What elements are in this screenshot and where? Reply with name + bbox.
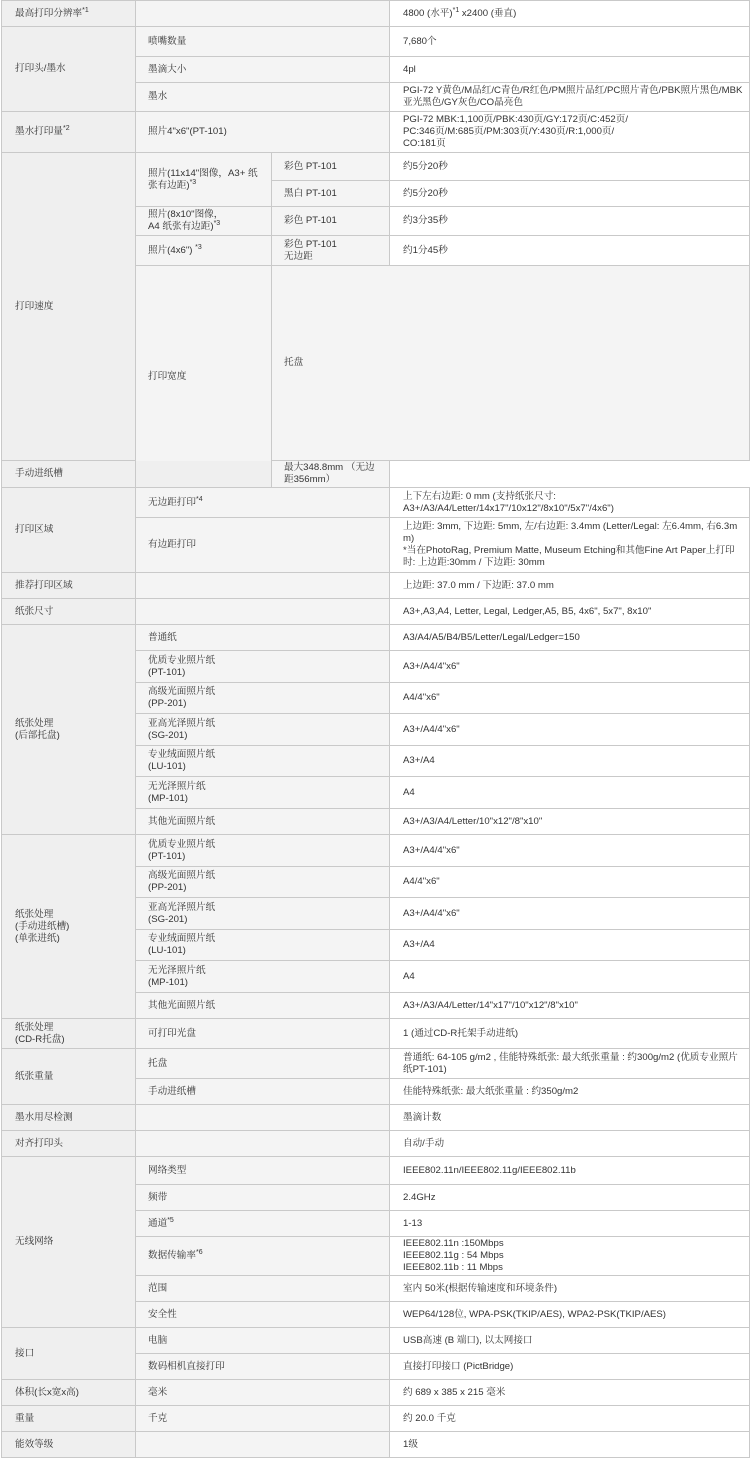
table-row: [2, 599, 750, 625]
spec-category-cell: 墨水打印量$^{*2}$: [2, 112, 136, 153]
footnote-mark: *6: [195, 1248, 203, 1256]
spec-detail-cell: 彩色 PT-101: [272, 207, 390, 236]
spec-subcategory-cell: [136, 1131, 390, 1157]
table-row: [2, 488, 750, 518]
spec-value-cell: 上下左右边距: 0 mm (支持纸张尺寸: A3+/A3/A4/Letter/14x17"/10x12"/8x10"/5x7"/4x6"): [390, 488, 750, 518]
spec-category-cell: 接口: [2, 1328, 136, 1380]
spec-subcategory-cell: 千克: [136, 1406, 390, 1432]
table-row: [2, 1019, 750, 1049]
spec-subcategory-cell: 托盘: [136, 1049, 390, 1079]
spec-value-cell: A3/A4/A5/B4/B5/Letter/Legal/Ledger=150: [390, 625, 750, 651]
spec-subcategory-cell: 墨水: [136, 83, 390, 112]
spec-category-cell: 能效等级: [2, 1432, 136, 1458]
spec-subcategory-cell: 安全性: [136, 1302, 390, 1328]
spec-category-cell: 纸张处理 (手动进纸槽) (单张进纸): [2, 835, 136, 1019]
spec-subcategory-cell: 高级光面照片纸 (PP-201): [136, 683, 390, 714]
footnote-mark: *4: [195, 495, 203, 503]
spec-category-cell: 打印速度: [2, 153, 136, 461]
spec-value-cell: 上边距: 3mm, 下边距: 5mm, 左/右边距: 3.4mm (Letter/Legal: 左6.4mm, 右6.3mm) *当在PhotoRag, Premium Matte, Museum Etching和其他Fine Art Paper上打印时: 上边距:30mm / 下边距: 30mm: [390, 518, 750, 573]
footnote-mark: *3: [213, 219, 221, 227]
spec-subcategory-cell: 范围: [136, 1276, 390, 1302]
spec-value-cell: 约1分45秒: [390, 236, 750, 266]
spec-value-cell: 2.4GHz: [390, 1185, 750, 1211]
spec-subcategory-cell: 手动进纸槽: [136, 1079, 390, 1105]
footnote-mark: *3: [195, 243, 202, 251]
spec-subcategory-cell: 数码相机直接打印: [136, 1354, 390, 1380]
spec-value-cell: 约5分20秒: [390, 181, 750, 207]
spec-subcategory-cell: [136, 1432, 390, 1458]
footnote-mark: *1: [82, 6, 89, 14]
spec-subcategory-cell: 无光泽照片纸 (MP-101): [136, 777, 390, 809]
spec-value-cell: A4/4"x6": [390, 867, 750, 898]
spec-detail-cell: 黑白 PT-101: [272, 181, 390, 207]
spec-subcategory-cell: 优质专业照片纸 (PT-101): [136, 651, 390, 683]
spec-category-cell: 重量: [2, 1406, 136, 1432]
spec-subcategory-cell: 专业绒面照片纸 (LU-101): [136, 930, 390, 961]
spec-value-cell: USB高速 (B 端口), 以太网接口: [390, 1328, 750, 1354]
spec-category-cell: 手动进纸槽: [2, 461, 272, 488]
spec-value-cell: A3+/A3/A4/Letter/10"x12"/8"x10": [390, 809, 750, 835]
spec-detail-cell: 彩色 PT-101: [272, 153, 390, 181]
spec-subcategory-cell: 照片(4x6") $^{*3}$: [136, 236, 272, 266]
spec-category-cell: 打印区域: [2, 488, 136, 573]
spec-subcategory-cell: 其他光面照片纸: [136, 809, 390, 835]
spec-subcategory-cell: 亚高光泽照片纸 (SG-201): [136, 898, 390, 930]
table-row: [2, 1105, 750, 1131]
spec-value-cell: 1级: [390, 1432, 750, 1458]
spec-value-cell: 上边距: 37.0 mm / 下边距: 37.0 mm: [390, 573, 750, 599]
spec-detail-cell: 托盘: [272, 266, 750, 461]
spec-value-cell: 约3分35秒: [390, 207, 750, 236]
table-row: [2, 27, 750, 57]
spec-value-cell: 4pl: [390, 57, 750, 83]
spec-value-cell: A3+/A4/4"x6": [390, 898, 750, 930]
spec-subcategory-cell: 频带: [136, 1185, 390, 1211]
spec-subcategory-cell: 电脑: [136, 1328, 390, 1354]
spec-subcategory-cell: 普通纸: [136, 625, 390, 651]
spec-category-cell: 纸张处理 (后部托盘): [2, 625, 136, 835]
spec-table: [1, 0, 750, 1458]
spec-detail-cell: 最大348.8mm （无边距356mm）: [272, 461, 390, 488]
spec-detail-cell: 彩色 PT-101 无边距: [272, 236, 390, 266]
spec-value-cell: 1 (通过CD-R托架手动进纸): [390, 1019, 750, 1049]
spec-subcategory-cell: [136, 1105, 390, 1131]
spec-subcategory-cell: 毫米: [136, 1380, 390, 1406]
spec-value-cell: 佳能特殊纸张: 最大纸张重量 : 约350g/m2: [390, 1079, 750, 1105]
table-row: [2, 1328, 750, 1354]
spec-value-cell: 7,680个: [390, 27, 750, 57]
spec-value-cell: 4800 (水平)$^{*1}$ x2400 (垂直): [390, 1, 750, 27]
spec-value-cell: IEEE802.11n/IEEE802.11g/IEEE802.11b: [390, 1157, 750, 1185]
spec-value-cell: 自动/手动: [390, 1131, 750, 1157]
spec-category-cell: 纸张处理 (CD-R托盘): [2, 1019, 136, 1049]
spec-value-cell: A4: [390, 961, 750, 993]
spec-category-cell: 体积(长x宽x高): [2, 1380, 136, 1406]
spec-subcategory-cell: 网络类型: [136, 1157, 390, 1185]
spec-value-cell: 约 20.0 千克: [390, 1406, 750, 1432]
spec-value-cell: A3+/A4: [390, 930, 750, 961]
table-row: [2, 153, 750, 181]
spec-value-cell: 直接打印接口 (PictBridge): [390, 1354, 750, 1380]
spec-value-cell: WEP64/128位, WPA-PSK(TKIP/AES), WPA2-PSK(TKIP/AES): [390, 1302, 750, 1328]
table-row: [2, 835, 750, 867]
spec-category-cell: 无线网络: [2, 1157, 136, 1328]
spec-subcategory-cell: 墨滴大小: [136, 57, 390, 83]
spec-category-cell: 墨水用尽检测: [2, 1105, 136, 1131]
footnote-mark: *1: [452, 6, 460, 14]
spec-value-cell: A3+,A3,A4, Letter, Legal, Ledger,A5, B5, 4x6", 5x7", 8x10": [390, 599, 750, 625]
spec-subcategory-cell: [136, 573, 390, 599]
table-row: [2, 461, 750, 488]
spec-value-cell: A4: [390, 777, 750, 809]
spec-value-cell: A3+/A3/A4/Letter/14"x17"/10"x12"/8"x10": [390, 993, 750, 1019]
table-row: [2, 625, 750, 651]
spec-value-cell: A3+/A4/4"x6": [390, 714, 750, 746]
spec-subcategory-cell: 照片(8x10"图像， A4 纸张有边距)$^{*3}$: [136, 207, 272, 236]
spec-value-cell: 普通纸: 64-105 g/m2 , 佳能特殊纸张: 最大纸张重量 : 约300g/m2 (优质专业照片纸PT-101): [390, 1049, 750, 1079]
spec-value-cell: A3+/A4: [390, 746, 750, 777]
footnote-mark: *5: [167, 1216, 174, 1224]
table-row: [2, 1, 750, 27]
spec-category-cell: 对齐打印头: [2, 1131, 136, 1157]
spec-value-cell: A4/4"x6": [390, 683, 750, 714]
spec-value-cell: PGI-72 Y黄色/M品红/C青色/R红色/PM照片品红/PC照片青色/PBK照片黑色/MBK亚光黑色/GY灰色/CO晶亮色: [390, 83, 750, 112]
spec-value-cell: 约5分20秒: [390, 153, 750, 181]
footnote-mark: *3: [189, 178, 197, 186]
spec-subcategory-cell: 优质专业照片纸 (PT-101): [136, 835, 390, 867]
spec-subcategory-cell: 可打印光盘: [136, 1019, 390, 1049]
spec-value-cell: A3+/A4/4"x6": [390, 651, 750, 683]
table-row: [2, 1157, 750, 1185]
spec-category-cell: 推荐打印区域: [2, 573, 136, 599]
spec-subcategory-cell: 喷嘴数量: [136, 27, 390, 57]
spec-value-cell: PGI-72 MBK:1,100页/PBK:430页/GY:172页/C:452页/ PC:346页/M:685页/PM:303页/Y:430页/R:1,000页/ CO:181页: [390, 112, 750, 153]
spec-category-cell: 最高打印分辨率$^{*1}$: [2, 1, 136, 27]
table-row: [2, 573, 750, 599]
table-row: [2, 1380, 750, 1406]
table-row: [2, 112, 750, 153]
spec-value-cell: 约 689 x 385 x 215 毫米: [390, 1380, 750, 1406]
spec-value-cell: 墨滴计数: [390, 1105, 750, 1131]
spec-subcategory-cell: [136, 599, 390, 625]
spec-subcategory-cell: 无边距打印$^{*4}$: [136, 488, 390, 518]
spec-subcategory-cell: [136, 1, 390, 27]
spec-subcategory-cell: 无光泽照片纸 (MP-101): [136, 961, 390, 993]
spec-subcategory-cell: 专业绒面照片纸 (LU-101): [136, 746, 390, 777]
table-row: [2, 1432, 750, 1458]
spec-subcategory-cell: 照片(11x14"图像，A3+ 纸张有边距)$^{*3}$: [136, 153, 272, 207]
table-row: [2, 1131, 750, 1157]
spec-subcategory-cell: 亚高光泽照片纸 (SG-201): [136, 714, 390, 746]
spec-category-cell: 纸张重量: [2, 1049, 136, 1105]
spec-value-cell: 室内 50米(根据传输速度和环境条件): [390, 1276, 750, 1302]
spec-category-cell: 纸张尺寸: [2, 599, 136, 625]
spec-value-cell: IEEE802.11n :150Mbps IEEE802.11g : 54 Mbps IEEE802.11b : 11 Mbps: [390, 1237, 750, 1276]
spec-value-cell: 1-13: [390, 1211, 750, 1237]
spec-table-body: [2, 1, 750, 1458]
spec-subcategory-cell: 打印宽度: [136, 266, 272, 488]
spec-subcategory-cell: 数据传输率$^{*6}$: [136, 1237, 390, 1276]
table-row: [2, 1049, 750, 1079]
spec-subcategory-cell: 其他光面照片纸: [136, 993, 390, 1019]
spec-subcategory-cell: 照片4"x6"(PT-101): [136, 112, 390, 153]
spec-category-cell: 打印头/墨水: [2, 27, 136, 112]
spec-subcategory-cell: 通道$^{*5}$: [136, 1211, 390, 1237]
spec-subcategory-cell: 高级光面照片纸 (PP-201): [136, 867, 390, 898]
spec-value-cell: A3+/A4/4"x6": [390, 835, 750, 867]
spec-subcategory-cell: 有边距打印: [136, 518, 390, 573]
footnote-mark: *2: [62, 124, 70, 132]
table-row: [2, 1406, 750, 1432]
